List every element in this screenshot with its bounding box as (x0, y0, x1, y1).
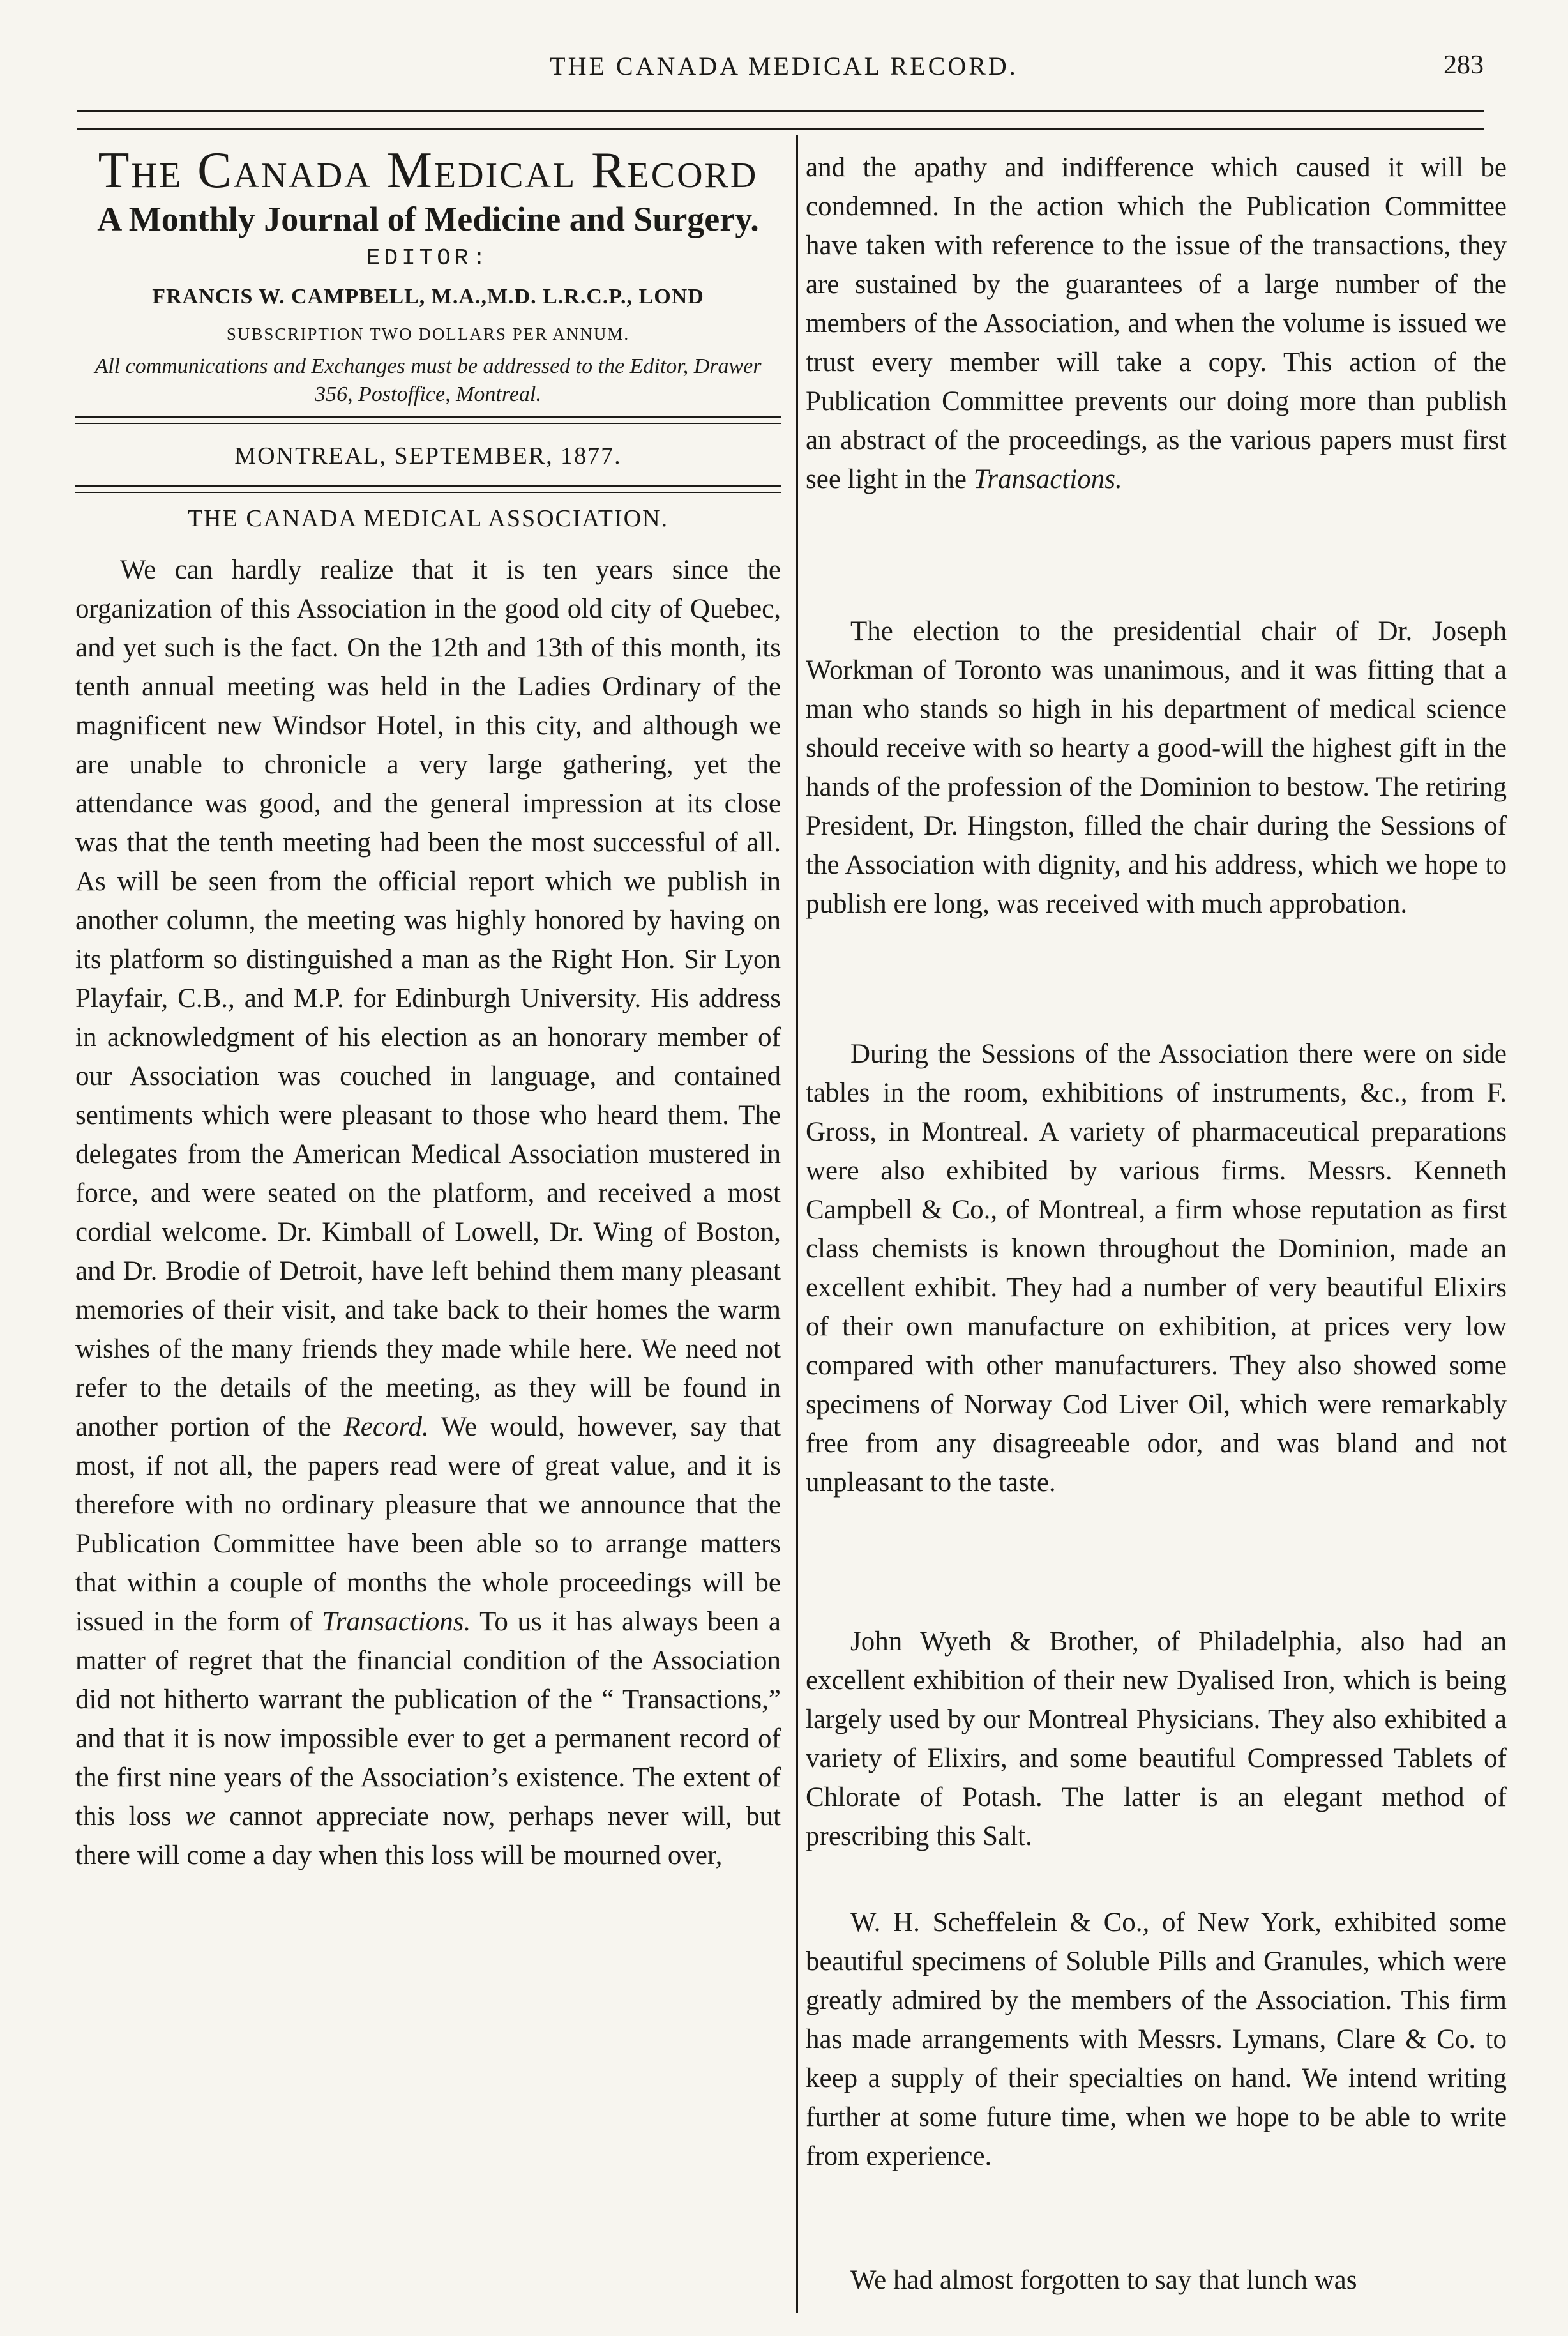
right-para-6: We had almost forgotten to say that lunch was (850, 2265, 1357, 2295)
article-body-left (75, 550, 781, 1875)
left-para-italic-we: we (185, 1801, 216, 1832)
header-rule-bottom (77, 128, 1484, 130)
article-body-right-6 (806, 2261, 1507, 2300)
header-rule-top (77, 110, 1484, 112)
page-number: 283 (1444, 50, 1484, 80)
communications-note: All communications and Exchanges must be addressed to the Editor, Drawer 356, Postoffice, Montreal. (94, 354, 762, 406)
right-para-4: John Wyeth & Brother, of Philadelphia, also had an excellent exhibition of their new Dyalised Iron, which is being largely used by our Montreal Physicians. They also exhibited a variety of Elixirs, and some beautiful Compressed Tablets of Chlorate of Potash. The latter is an elegant method of prescribing this Salt. (806, 1627, 1507, 1851)
left-para-text: We can hardly realize that it is ten years since the organization of this Association in the good old city of Quebec, and yet such is the fact. On the 12th and 13th of this month, its tenth annual meeting was held in the Ladies Ordinary of the magnificent new Windsor Hotel, in this city, and although we are unable to chronicle a very large gathering, yet the attendance was good, and the general impression at its close was that the tenth meeting had been the most successful of all. As will be seen from the official report which we publish in another column, the meeting was highly honored by having on its platform so distinguished a man as the Right Hon. Sir Lyon Playfair, C.B., and M.P. for Edinburgh University. His address in acknowledgment of his election as an honorary member of our Association was couched in language, and contained sentiments which were pleasant to those who heard them. The delegates from the American Medical Association mustered in force, and were seated on the platform, and received a most cordial welcome. Dr. Kimball of Lowell, Dr. Wing of Boston, and Dr. Brodie of Detroit, have left behind them many pleasant memories of their visit, and take back to their homes the warm wishes of the many friends they made while here. We need not refer to the details of the meeting, as they will be found in another portion of the (75, 555, 781, 1442)
article-title: THE CANADA MEDICAL ASSOCIATION. (187, 505, 669, 532)
dateline-rule-2 (75, 492, 781, 493)
right-para-3: During the Sessions of the Association there were on side tables in the room, exhibitions of instruments, &c., from F. Gross, in Montreal. A variety of pharmaceutical preparations were also exhibited by various firms. Messrs. Kenneth Campbell & Co., of Montreal, a firm whose reputation as first class chemists is known throughout the Dominion, made an excellent exhibit. They had a number of very beautiful Elixirs of their own manufacture on exhibition, at prices very low compared with other manufacturers. They also showed some specimens of Norway Cod Liver Oil, which were remarkably free from any disagreeable odor, and was bland and not unpleasant to the taste. (806, 1039, 1507, 1498)
right-para-1-italic: Transactions. (973, 464, 1122, 494)
right-para-1-text: and the apathy and indifference which caused it will be condemned. In the action which the Publication Committee have taken with reference to the issue of the transactions, they are sustained by the guarantees of a large number of the members of the Association, and when the volume is issued we trust every member will take a copy. This action of the Publication Committee prevents our doing more than publish an abstract of the proceedings, as the various papers must first see light in the (806, 153, 1507, 494)
masthead-subtitle: A Monthly Journal of Medicine and Surgery. (97, 200, 759, 238)
running-title: THE CANADA MEDICAL RECORD. (550, 52, 1018, 80)
article-body-right-5 (806, 1903, 1507, 2176)
article-body-right-3 (806, 1035, 1507, 1502)
dateline: MONTREAL, SEPTEMBER, 1877. (234, 443, 622, 469)
running-head (0, 46, 1568, 84)
article-body-right-2 (806, 612, 1507, 923)
article-body-right-1 (806, 148, 1507, 499)
editor-label: EDITOR: (366, 245, 490, 271)
masthead-title: The Canada Medical Record (98, 142, 758, 199)
left-para-text-d: cannot appreciate now, perhaps never will, but there will come a day when this loss will be mourned over, (75, 1801, 781, 1870)
subscription-note: SUBSCRIPTION TWO DOLLARS PER ANNUM. (226, 324, 630, 344)
right-para-2: The election to the presidential chair of Dr. Joseph Workman of Toronto was unanimous, and it was fitting that a man who stands so high in his department of medical science should receive with so hearty a good-will the highest gift in the hands of the profession of the Dominion to bestow. The retiring President, Dr. Hingston, filled the chair during the Sessions of the Association with dignity, and his address, which we hope to publish ere long, was received with much approbation. (806, 616, 1507, 919)
column-divider (796, 135, 798, 2313)
dateline-rule-1 (75, 485, 781, 487)
masthead-rule-1 (75, 416, 781, 418)
left-para-text-b: We would, however, say that most, if not all, the papers read were of great value, and it is therefore with no ordinary pleasure that we announce that the Publication Committee have been able so to arrange matters that within a couple of months the whole proceedings will be issued in the form of (75, 1412, 781, 1637)
right-para-5: W. H. Scheffelein & Co., of New York, exhibited some beautiful specimens of Soluble Pills and Granules, which were greatly admired by the members of the Association. This firm has made arrangements with Messrs. Lymans, Clare & Co. to keep a supply of their specialties on hand. We intend writing further at some future time, when we hope to be able to write from experience. (806, 1907, 1507, 2171)
masthead-rule-2 (75, 423, 781, 424)
editor-name: FRANCIS W. CAMPBELL, M.A.,M.D. L.R.C.P., LOND (152, 285, 704, 308)
left-para-italic-record: Record. (343, 1412, 429, 1442)
left-para-italic-transactions: Transactions. (322, 1607, 471, 1637)
left-para-text-c: To us it has always been a matter of regret that the financial condition of the Association did not hitherto warrant the publication of the “ Transactions,” and that it is now impossible ever to get a permanent record of the first nine years of the Association’s existence. The extent of this loss (75, 1607, 781, 1832)
article-body-right-4 (806, 1622, 1507, 1856)
